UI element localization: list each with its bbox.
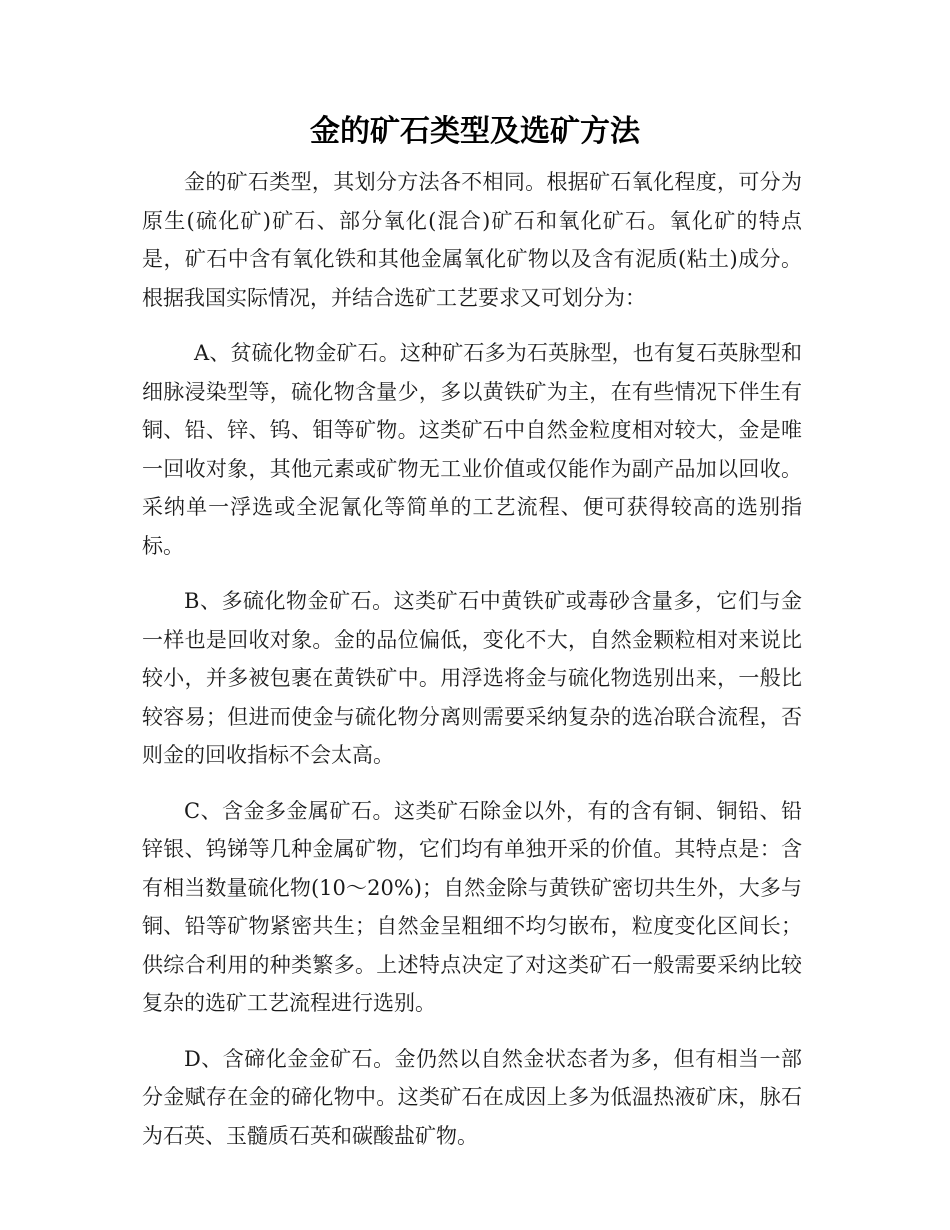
document-title: 金的矿石类型及选矿方法 xyxy=(310,114,640,149)
paragraph-type-a: A、贫硫化物金矿石。这种矿石多为石英脉型，也有复石英脉型和细脉浸染型等，硫化物含量少，多以黄铁矿为主，在有些情况下伴生有铜、铅、锌、钨、钼等矿物。这类矿石中自然金粒度相对较大，金是唯一回收对象，其他元素或矿物无工业价值或仅能作为副产品加以回收。采纳单一浮选或全泥氰化等简单的工艺流程、便可获得较高的选别指标。 xyxy=(142,341,802,558)
paragraph-intro: 金的矿石类型，其划分方法各不相同。根据矿石氧化程度，可分为原生(硫化矿)矿石、部分氧化(混合)矿石和氧化矿石。氧化矿的特点是，矿石中含有氧化铁和其他金属氧化矿物以及含有泥质(粘土)成分。根据我国实际情况，并结合选矿工艺要求又可划分为： xyxy=(142,170,802,310)
paragraph-type-b: B、多硫化物金矿石。这类矿石中黄铁矿或毒砂含量多，它们与金一样也是回收对象。金的品位偏低，变化不大，自然金颗粒相对来说比较小，并多被包裹在黄铁矿中。用浮选将金与硫化物选别出来，一般比较容易；但进而使金与硫化物分离则需要采纳复杂的选冶联合流程，否则金的回收指标不会太高。 xyxy=(142,589,802,767)
paragraph-type-d: D、含碲化金金矿石。金仍然以自然金状态者为多，但有相当一部分金赋存在金的碲化物中。这类矿石在成因上多为低温热液矿床，脉石为石英、玉髓质石英和碳酸盐矿物。 xyxy=(142,1046,802,1148)
document-body xyxy=(142,163,802,1155)
paragraph-type-c: C、含金多金属矿石。这类矿石除金以外，有的含有铜、铜铅、铅锌银、钨锑等几种金属矿物，它们均有单独开采的价值。其特点是：含有相当数量硫化物(10～20%)；自然金除与黄铁矿密切共生外，大多与铜、铅等矿物紧密共生；自然金呈粗细不均匀嵌布，粒度变化区间长；供综合利用的种类繁多。上述特点决定了对这类矿石一般需要采纳比较复杂的选矿工艺流程进行选别。 xyxy=(142,798,802,1015)
